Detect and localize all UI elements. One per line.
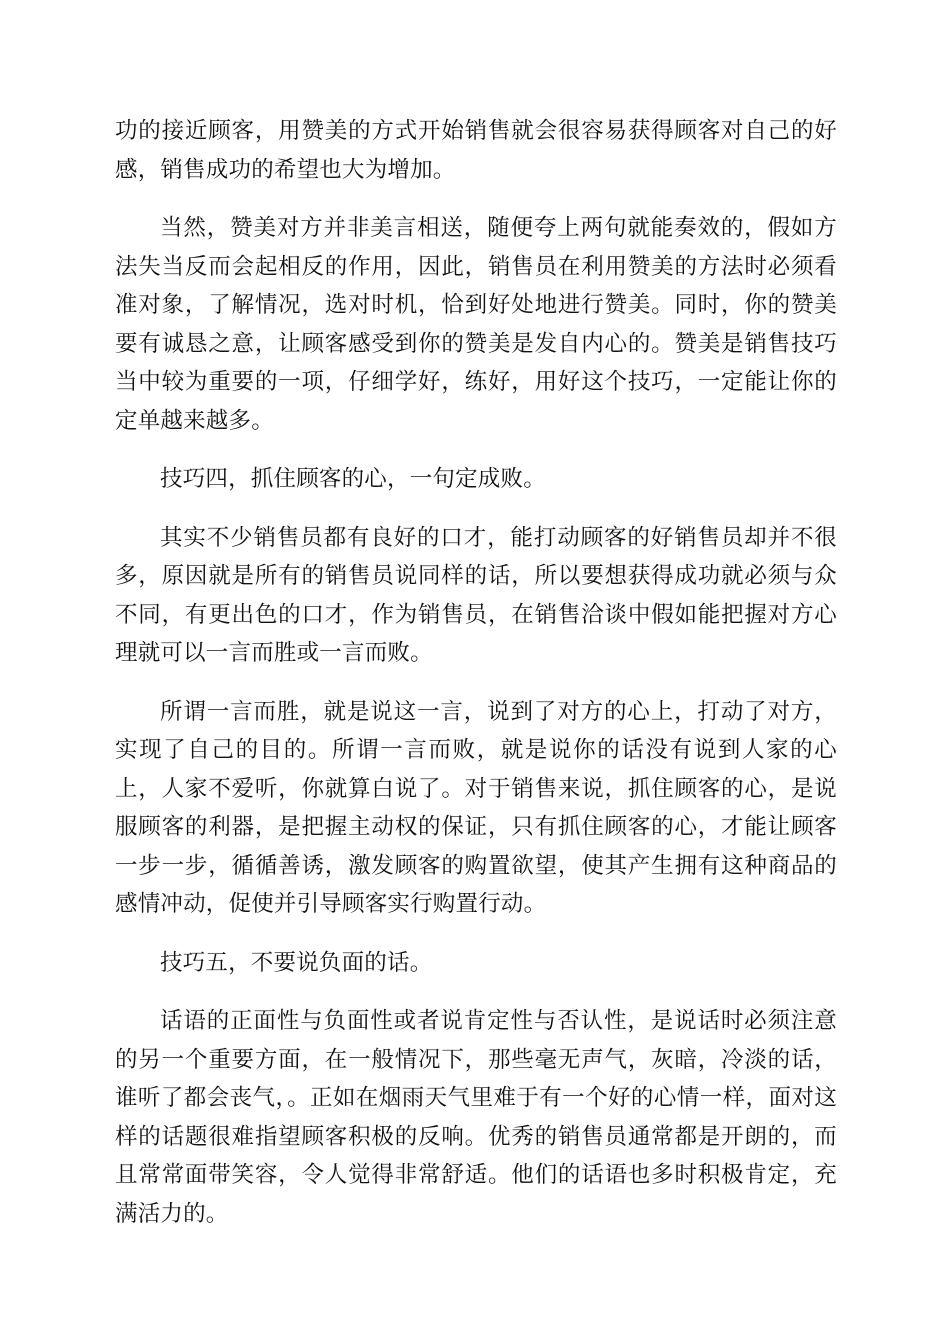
paragraph-praise-caution: 当然，赞美对方并非美言相送，随便夸上两句就能奏效的，假如方法失当反而会起相反的作用，因此，销售员在利用赞美的方法时必须看准对象，了解情况，选对时机，恰到好处地进行赞美。同时，你的赞美要有诚恳之意，让顾客感受到你的赞美是发自内心的。赞美是销售技巧当中较为重要的一项，仔细学好，练好，用好这个技巧，一定能让你的定单越来越多。 bbox=[115, 215, 837, 434]
paragraph-one-word-win: 所谓一言而胜，就是说这一言，说到了对方的心上，打动了对方，实现了自己的目的。所谓一言而败，就是说你的话没有说到人家的心上，人家不爱听，你就算白说了。对于销售来说，抓住顾客的心，是说服顾客的利器，是把握主动权的保证，只有抓住顾客的心，才能让顾客一步一步，循循善诱，激发顾客的购置欲望，使其产生拥有这种商品的感情冲动，促使并引导顾客实行购置行动。 bbox=[115, 698, 837, 917]
paragraph-eloquence: 其实不少销售员都有良好的口才，能打动顾客的好销售员却并不很多，原因就是所有的销售员说同样的话，所以要想获得成功就必须与众不同，有更出色的口才，作为销售员，在销售洽谈中假如能把握对方心理就可以一言而胜或一言而败。 bbox=[115, 524, 837, 666]
paragraph-positive-words: 话语的正面性与负面性或者说肯定性与否认性，是说话时必须注意的另一个重要方面，在一般情况下，那些毫无声气，灰暗，冷淡的话，谁听了都会丧气，。正如在烟雨天气里难于有一个好的心情一样，面对这样的话题很难指望顾客积极的反响。优秀的销售员通常都是开朗的，而且常常面带笑容，令人觉得非常舒适。他们的话语也多时积极肯定，充满活力的。 bbox=[115, 1008, 837, 1227]
heading-tip-four: 技巧四，抓住顾客的心，一句定成败。 bbox=[160, 466, 546, 492]
paragraph-continuation: 功的接近顾客，用赞美的方式开始销售就会很容易获得顾客对自己的好感，销售成功的希望也大为增加。 bbox=[115, 118, 837, 183]
heading-tip-five: 技巧五，不要说负面的话。 bbox=[160, 949, 433, 976]
document-body bbox=[115, 112, 837, 1253]
